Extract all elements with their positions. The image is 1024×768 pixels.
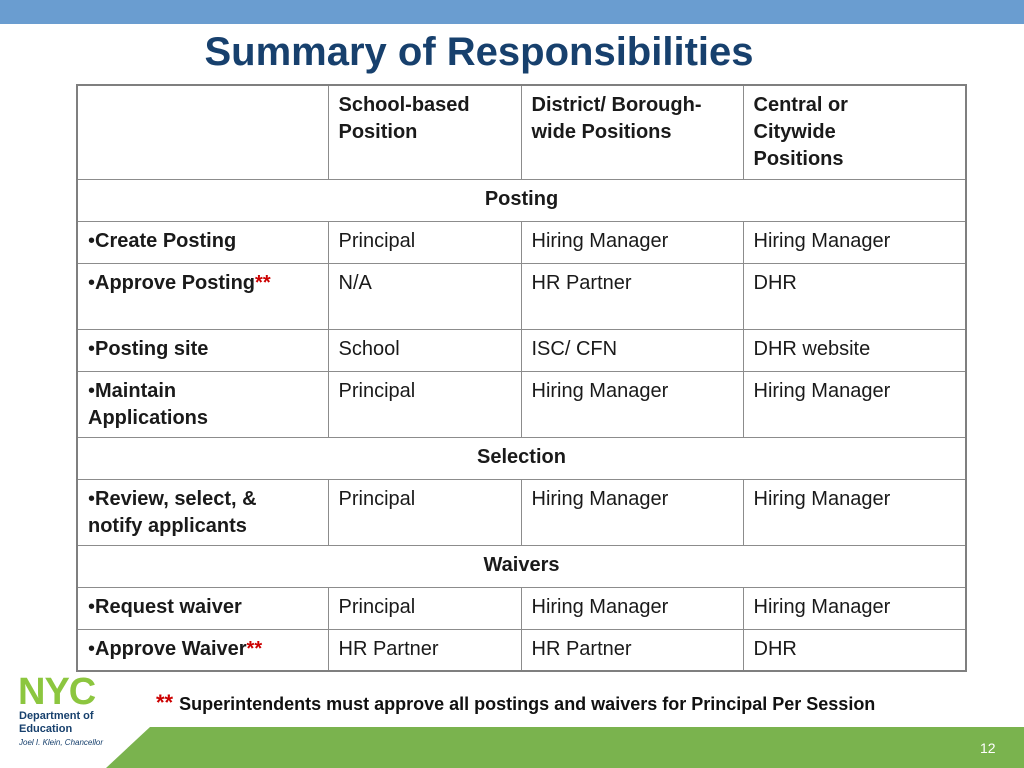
section-label: Selection <box>77 437 966 479</box>
cell-district: HR Partner <box>521 629 743 671</box>
row-label-text: Request waiver <box>95 595 242 618</box>
header-text: wide Positions <box>531 121 672 143</box>
header-empty-cell <box>77 85 328 179</box>
header-text: Position <box>338 121 418 143</box>
cell-school: Principal <box>328 587 521 629</box>
cell-district: Hiring Manager <box>521 371 743 437</box>
bullet: • <box>88 229 96 252</box>
table-row <box>77 221 966 263</box>
cell-school: School <box>328 329 521 371</box>
cell-school: Principal <box>328 221 521 263</box>
cell-central: Hiring Manager <box>743 221 966 263</box>
logo-dept-line1: Department of <box>19 710 94 722</box>
logo-dept-line2: Education <box>19 723 73 735</box>
table-row <box>77 263 966 329</box>
cell-school: HR Partner <box>328 629 521 671</box>
section-row-posting <box>77 179 966 221</box>
table-row <box>77 479 966 545</box>
table-row <box>77 587 966 629</box>
row-label <box>77 629 328 671</box>
row-label-text: Approve Waiver <box>95 637 247 660</box>
row-label-text: Create Posting <box>95 229 237 252</box>
cell-central: Hiring Manager <box>743 479 966 545</box>
cell-school: N/A <box>328 263 521 329</box>
bullet: • <box>88 337 96 360</box>
cell-central: DHR <box>743 629 966 671</box>
cell-school: Principal <box>328 371 521 437</box>
bullet: • <box>88 595 96 618</box>
svg-text:NYC: NYC <box>18 672 96 708</box>
page-title: Summary of Responsibilities <box>204 30 754 74</box>
row-label-text: Approve Posting <box>95 271 256 294</box>
cell-school: Principal <box>328 479 521 545</box>
row-label <box>77 479 328 545</box>
cell-central: Hiring Manager <box>743 587 966 629</box>
footnote <box>156 690 875 716</box>
row-label-text: Posting site <box>95 337 209 360</box>
cell-central: DHR website <box>743 329 966 371</box>
bullet: • <box>88 379 96 402</box>
row-label-text: Maintain <box>95 379 177 402</box>
cell-district: Hiring Manager <box>521 479 743 545</box>
section-label: Waivers <box>77 545 966 587</box>
header-text: Central or <box>753 94 848 116</box>
cell-district: Hiring Manager <box>521 587 743 629</box>
header-text: Positions <box>753 148 844 170</box>
cell-district: Hiring Manager <box>521 221 743 263</box>
section-row-waivers <box>77 545 966 587</box>
cell-district: HR Partner <box>521 263 743 329</box>
header-text: Citywide <box>753 121 836 143</box>
row-label-text: notify applicants <box>88 514 247 537</box>
header-text: School-based <box>338 94 470 116</box>
bullet: • <box>88 487 96 510</box>
table-header-row <box>77 85 966 179</box>
bullet: • <box>88 271 96 294</box>
row-label <box>77 371 328 437</box>
table-row <box>77 371 966 437</box>
row-label <box>77 329 328 371</box>
table-row <box>77 629 966 671</box>
top-accent-bar <box>0 0 1024 24</box>
cell-district: ISC/ CFN <box>521 329 743 371</box>
nyc-logo-icon <box>18 672 118 708</box>
header-central-citywide <box>743 85 966 179</box>
footnote-marker: ** <box>246 637 263 660</box>
footnote-stars: ** <box>156 690 174 715</box>
row-label <box>77 263 328 329</box>
row-label <box>77 587 328 629</box>
section-label: Posting <box>77 179 966 221</box>
row-label-text: Review, select, & <box>95 487 257 510</box>
footnote-text: Superintendents must approve all postings and waivers for Principal Per Session <box>179 694 876 714</box>
bullet: • <box>88 637 96 660</box>
responsibilities-table <box>76 84 967 672</box>
header-district-borough <box>521 85 743 179</box>
table-row <box>77 329 966 371</box>
cell-central: Hiring Manager <box>743 371 966 437</box>
cell-central: DHR <box>743 263 966 329</box>
row-label-text: Applications <box>88 406 209 429</box>
row-label <box>77 221 328 263</box>
bottom-green-band <box>0 727 1024 768</box>
header-school-based <box>328 85 521 179</box>
logo-chancellor: Joel I. Klein, Chancellor <box>19 738 104 747</box>
footnote-marker: ** <box>255 271 271 294</box>
header-text: District/ Borough- <box>531 94 702 116</box>
section-row-selection <box>77 437 966 479</box>
page-number: 12 <box>980 740 996 756</box>
